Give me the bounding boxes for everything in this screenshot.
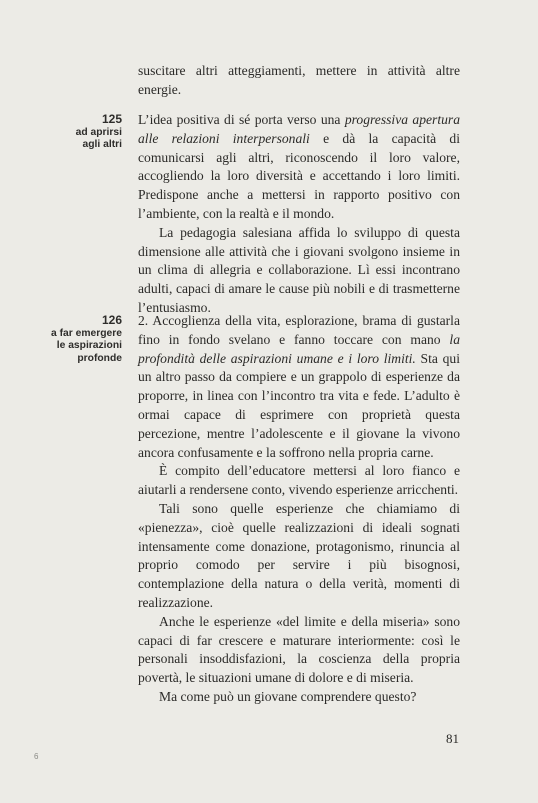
italic-phrase: progressiva apertura alle relazioni interpersonali <box>138 112 460 146</box>
text-run: L’idea positiva di sé porta verso una <box>138 112 345 127</box>
margin-label-line: agli altri <box>82 139 122 151</box>
text-run: Sta qui un altro passo da compiere e un grappolo di esperienze da proporre, in linea con l’incontro tra vita e fede. L’adulto è ormai capace di esprimere con proprietà questa percezione, mentre l’adolescente e il giovane la vivono ancora confusamente e la soffrono nella propria carne. <box>138 350 460 460</box>
section-number: 126 <box>101 313 122 327</box>
italic-phrase: la profondità delle aspirazioni umane e i loro limiti. <box>138 331 460 366</box>
margin-note-126 <box>51 312 122 365</box>
paragraph <box>138 111 460 224</box>
margin-label-line: profonde <box>77 352 122 364</box>
continuation-paragraph <box>138 62 460 100</box>
page-number: 81 <box>446 731 459 746</box>
text-run: e dà la capacità di comunicarsi agli altri, riconoscendo il loro valore, accogliendo la loro diversità e accettando i loro limiti. Predispone anche a mettersi in rapporto positivo con l’ambiente, con la realtà e il mondo. <box>138 130 460 221</box>
paragraph: Anche le esperienze «del limite e della miseria» sono capaci di far crescere e maturare interiormente: così le personali insoddisfazioni, la coscienza della propria povertà, le situazioni umane di dolore e di miseria. <box>138 613 460 686</box>
paragraph: Tali sono quelle esperienze che chiamiamo di «pienezza», cioè quelle realizzazioni di ideali sognati intensamente come donazione, protagonismo, rinuncia al proprio comodo per servire i più bisognosi, contemplazione della natura o della verità, momenti di realizzazione. <box>138 500 460 610</box>
section-125-text <box>138 111 460 318</box>
margin-note-125 <box>76 111 122 152</box>
section-number: 125 <box>101 112 122 126</box>
paragraph: Ma come può un giovane comprendere questo? <box>159 688 417 704</box>
margin-label-line: a far emergere <box>51 328 122 339</box>
corner-mark: 6 <box>34 752 39 761</box>
text-run: 2. Accoglienza della vita, esplorazione, brama di gustarla fino in fondo svelano e fanno toccare con mano <box>138 313 460 347</box>
section-126-text <box>138 312 460 707</box>
paragraph: È compito dell’educatore mettersi al loro fianco e aiutarli a rendersene conto, vivendo esperienze arricchenti. <box>138 463 460 498</box>
paragraph: La pedagogia salesiana affida lo sviluppo di questa dimensione alle attività che i giovani svolgono insieme in un clima di allegria e collaborazione. Lì essi incontrano adulti, capaci di amare le cause più nobili e di trasmetterne l’entusiasmo. <box>138 224 460 315</box>
margin-label-line: le aspirazioni <box>56 340 122 352</box>
paragraph: suscitare altri atteggiamenti, mettere in attività altre energie. <box>138 63 460 97</box>
margin-label-line: ad aprirsi <box>75 127 122 138</box>
paragraph <box>138 312 460 462</box>
